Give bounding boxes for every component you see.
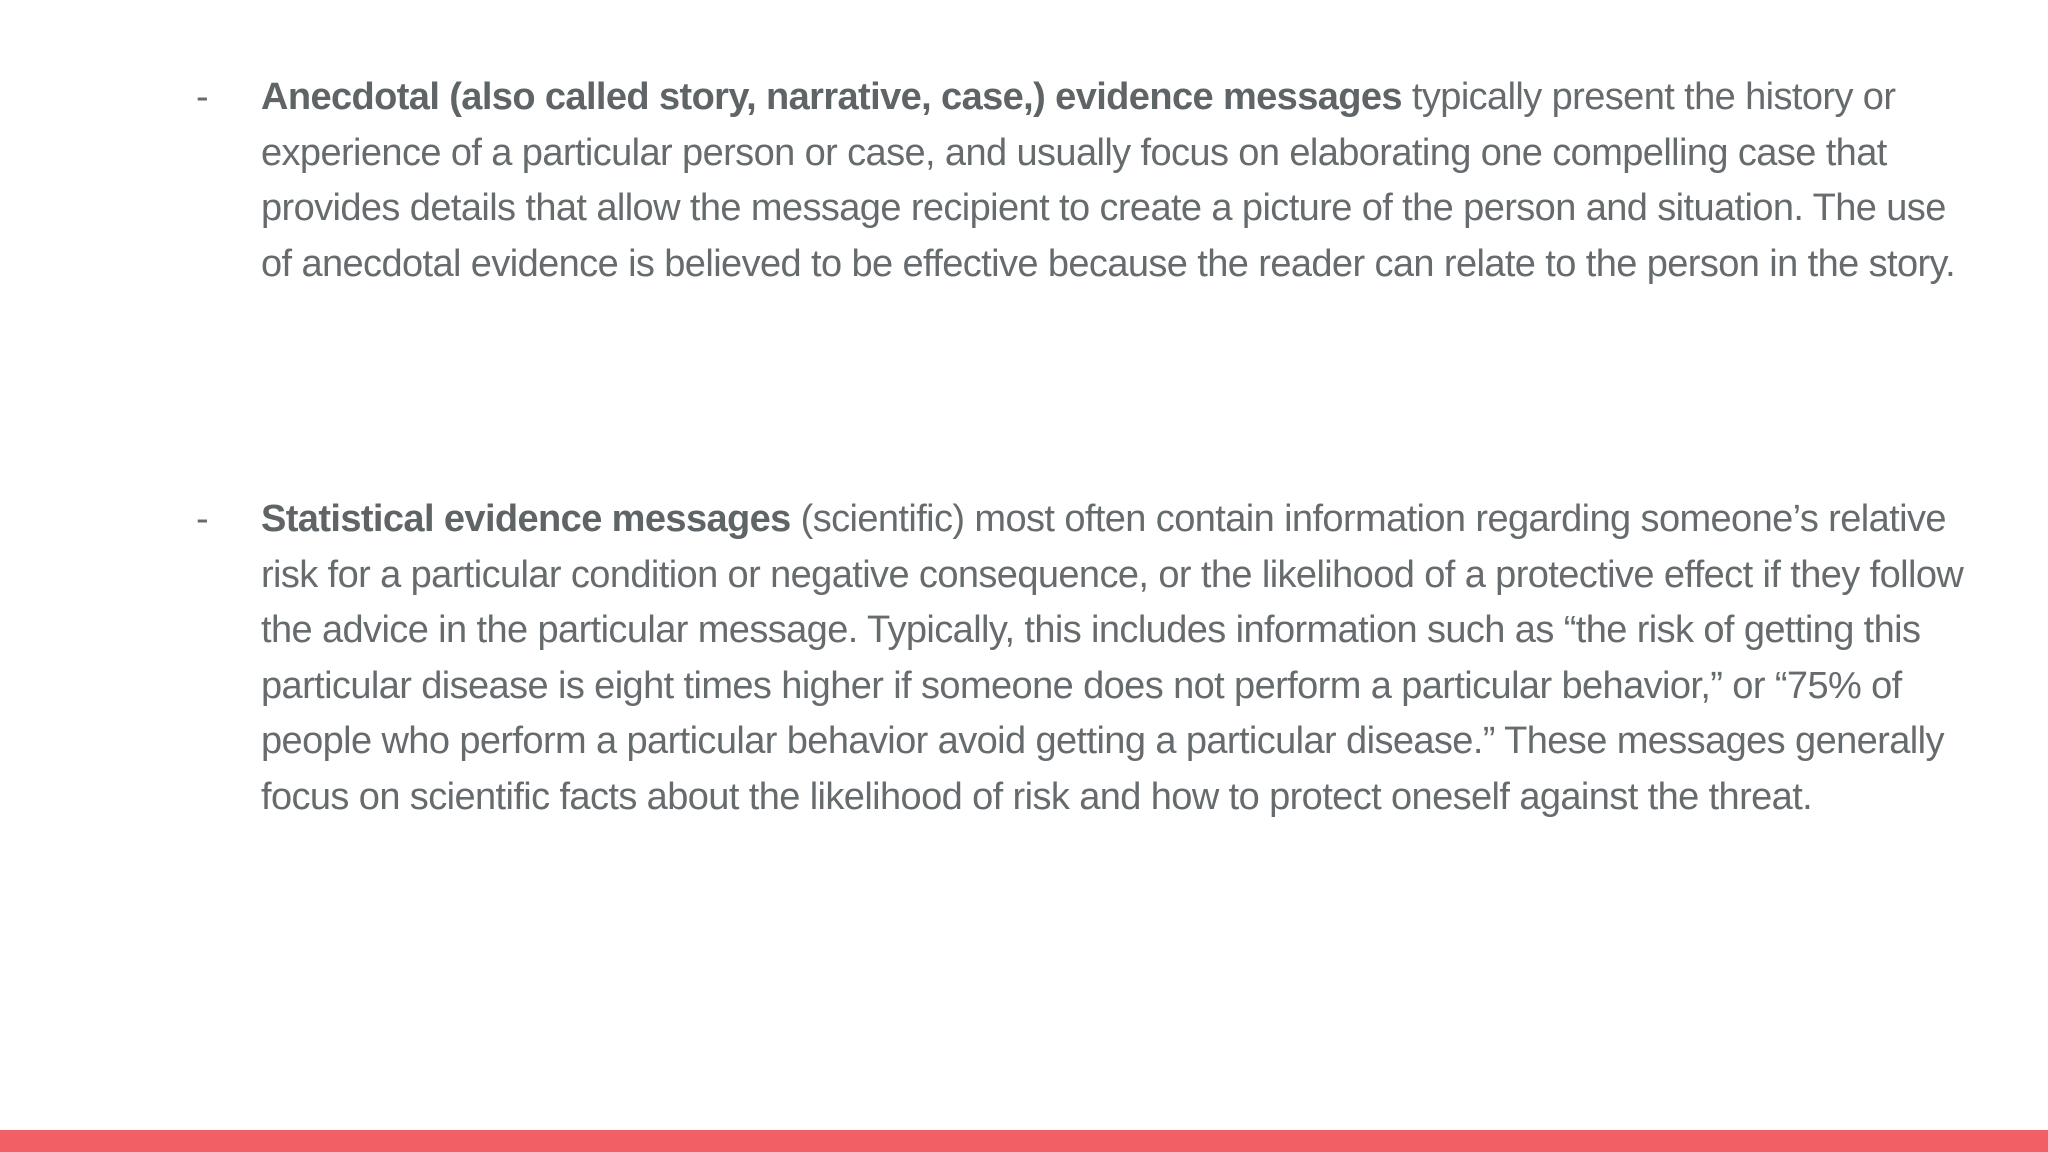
bullet-body-anecdotal: typically present the history or experience of a particular person or case, and usually focus on elaborating one compelling case that provides details that allow the message recipient to create a picture of the person and situation. The use of anecdotal evidence is believed to be effective because the reader can relate to the person in the story. — [261, 76, 1956, 285]
bullet-paragraph — [261, 492, 1981, 825]
bullet-heading-anecdotal: Anecdotal (also called story, narrative, case,) evidence messages — [261, 76, 1402, 118]
bullet-dash: - — [196, 498, 209, 540]
bullet-body-statistical: (scientific) most often contain information regarding someone’s relative risk for a particular condition or negative consequence, or the likelihood of a protective effect if they follow the advice in the particular message. Typically, this includes information such as “the risk of getting this particular disease is eight times higher if someone does not perform a particular behavior,” or “75% of people who perform a particular behavior avoid getting a particular disease.” These messages generally focus on scientific facts about the likelihood of risk and how to protect oneself against the threat. — [261, 498, 1964, 818]
bullet-dash: - — [196, 76, 209, 118]
bullet-paragraph — [261, 70, 1981, 292]
accent-bar — [0, 1130, 2048, 1152]
bullet-heading-statistical: Statistical evidence messages — [261, 498, 791, 540]
